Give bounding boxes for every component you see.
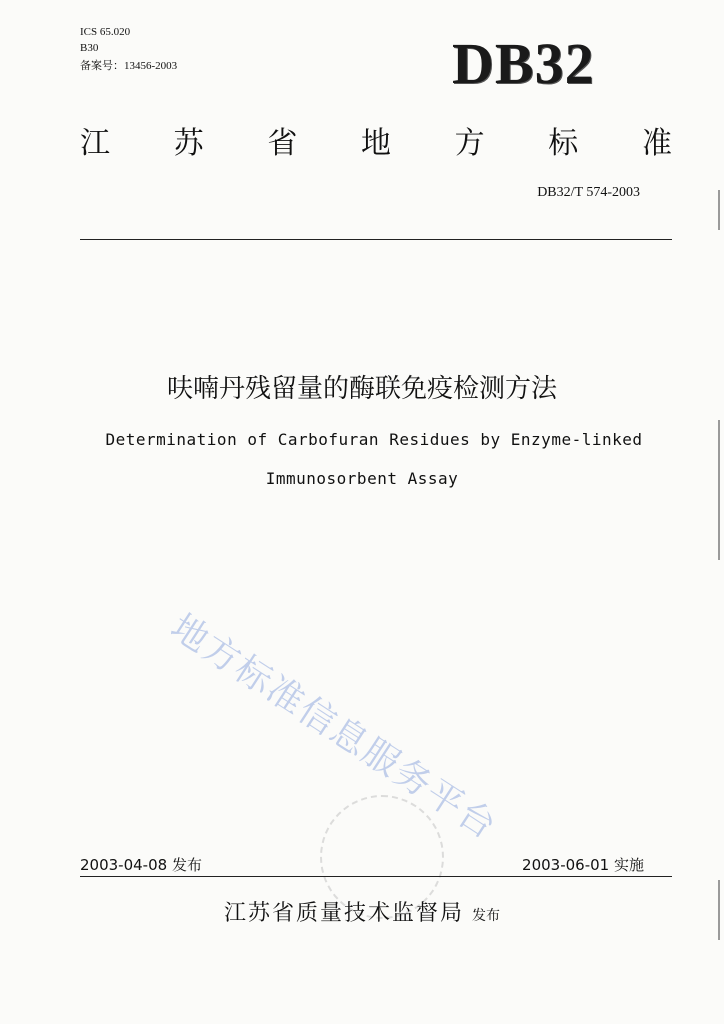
heading-char: 准 (641, 126, 672, 161)
heading-char: 苏 (173, 126, 204, 161)
heading-char: 江 (80, 126, 110, 161)
top-divider (80, 239, 672, 240)
scan-edge-mark (718, 880, 720, 940)
publish-verb: 发布 (472, 908, 500, 924)
bottom-divider (80, 876, 672, 877)
issue-date: 2003-04-08 发布 (80, 856, 202, 874)
publisher-line (0, 896, 724, 927)
standard-code: DB32/T 574-2003 (537, 185, 640, 200)
implementation-date: 2003-06-01 实施 (522, 856, 644, 874)
scan-edge-mark (718, 420, 720, 560)
db32-logo: DB32 (452, 31, 595, 96)
title-english-line-2: Immunosorbent Assay (265, 469, 459, 488)
title-english-line-1: Determination of Carbofuran Residues by Enzyme-linked (105, 430, 643, 449)
heading-char: 地 (360, 126, 391, 161)
scan-edge-mark (718, 190, 720, 230)
heading-char: 标 (548, 126, 579, 161)
filing-number: 备案号：13456-2003 (80, 60, 178, 72)
provincial-standard-heading (80, 118, 672, 162)
ics-code: ICS 65.020 (80, 26, 131, 38)
category-code: B30 (80, 42, 99, 54)
publisher-name: 江苏省质量技术监督局 (223, 901, 464, 926)
heading-char: 省 (267, 126, 298, 161)
title-chinese: 呋喃丹残留量的酶联免疫检测方法 (166, 374, 557, 404)
heading-char: 方 (454, 126, 485, 161)
watermark-text: 地方标准信息服务平台 (163, 606, 505, 849)
